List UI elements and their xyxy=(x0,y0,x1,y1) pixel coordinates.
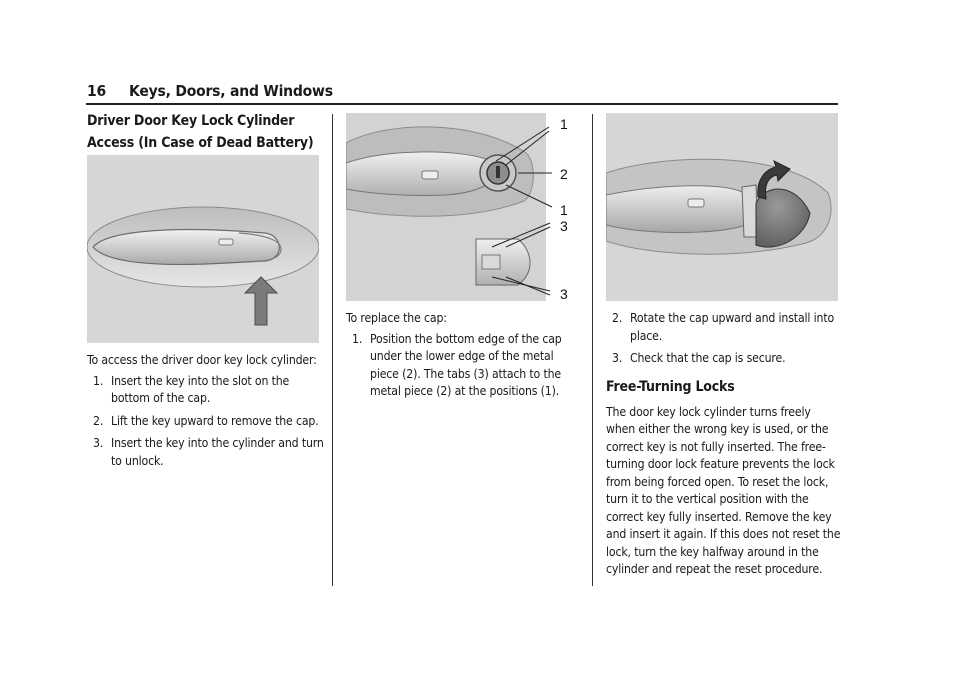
section-heading-free-turning: Free-Turning Locks xyxy=(606,378,735,395)
figure-door-handle-arrow xyxy=(87,155,319,343)
column-3-body xyxy=(606,310,842,579)
callout-3-bottom: 3 xyxy=(560,286,568,301)
list-item: 3. Insert the key into the cylinder and turn to unlock. xyxy=(93,436,324,468)
access-intro: To access the driver door key lock cylinder: xyxy=(87,353,317,367)
header-rule xyxy=(86,103,838,105)
callout-3-top: 3 xyxy=(560,218,568,234)
page-number: 16 xyxy=(87,82,107,100)
access-steps xyxy=(87,373,327,471)
callout-2: 2 xyxy=(560,166,568,182)
cap-rotate-illustration xyxy=(606,113,838,301)
figure-cap-callouts xyxy=(346,113,580,301)
column-divider-2 xyxy=(592,114,593,586)
callout-1-top: 1 xyxy=(560,116,568,132)
column-1-body xyxy=(87,352,327,475)
cap-replacement-illustration xyxy=(346,113,580,301)
section-heading-dead-battery: Driver Door Key Lock Cylinder Access (In Case of Dead Battery) xyxy=(87,113,314,151)
replace-intro: To replace the cap: xyxy=(346,311,447,325)
column-divider-1 xyxy=(332,114,333,586)
column-1 xyxy=(87,110,323,154)
door-handle-illustration xyxy=(87,155,319,343)
replace-steps xyxy=(346,331,584,401)
page-header xyxy=(87,82,333,100)
column-2-body xyxy=(346,310,584,406)
list-item: 1. Position the bottom edge of the cap under the lower edge of the metal piece (2). The tabs (3) attach to the metal piece (2) at the positions (1). xyxy=(352,331,562,398)
callout-1-bottom: 1 xyxy=(560,202,568,218)
list-item: 2. Rotate the cap upward and install into place. xyxy=(612,311,835,343)
free-turning-body: The door key lock cylinder turns freely when either the wrong key is used, or the correct key is not fully inserted. The free-turning door lock feature prevents the lock from being forced open. To reset the lock, turn it to the vertical position with the correct key fully inserted. Remove the key and insert it again. If this does not reset the lock, turn the key halfway around in the cylinder and repeat the reset procedure. xyxy=(606,404,841,576)
rotate-steps xyxy=(606,310,842,368)
list-item: 3. Check that the cap is secure. xyxy=(612,351,786,365)
list-item: 2. Lift the key upward to remove the cap. xyxy=(93,413,319,428)
figure-cap-rotate xyxy=(606,113,838,301)
list-item: 1. Insert the key into the slot on the bottom of the cap. xyxy=(93,373,290,405)
section-title: Keys, Doors, and Windows xyxy=(129,82,333,100)
